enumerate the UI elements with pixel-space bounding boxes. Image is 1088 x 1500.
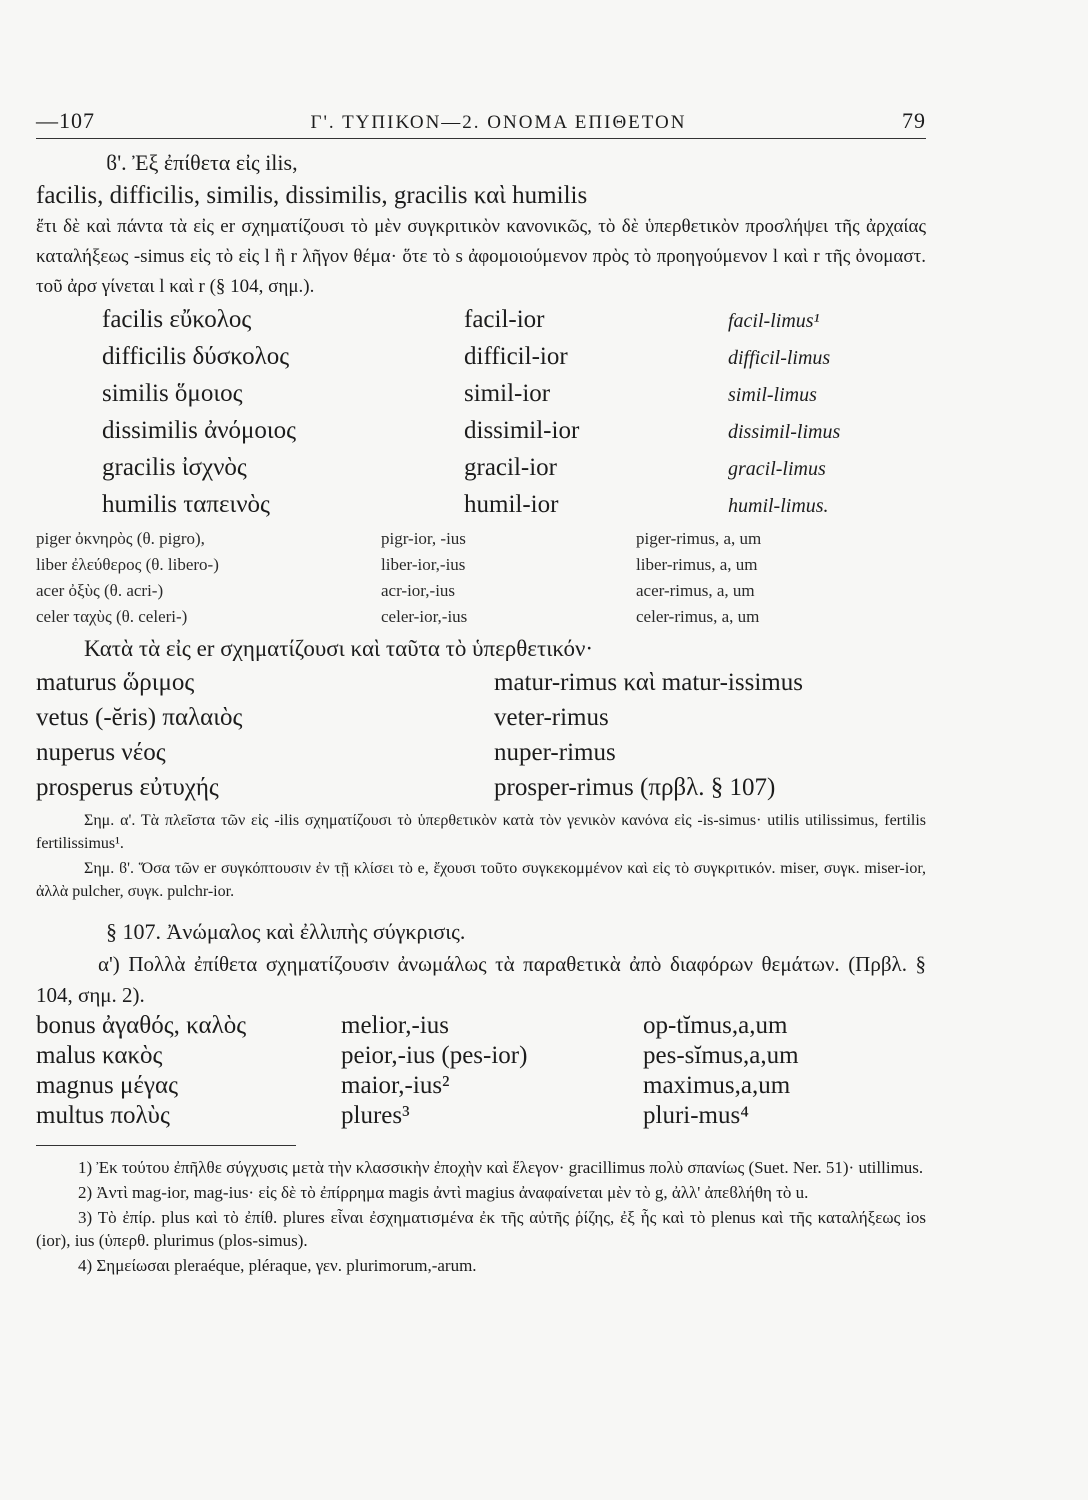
er-sup-row-pos: nuperus νέος — [36, 739, 166, 766]
ilis-row-sup: simil-limus — [728, 384, 817, 406]
er-row-sup: liber-rimus, a, um — [636, 555, 758, 574]
irregular-row — [36, 1011, 926, 1041]
table-er-superlatives — [36, 665, 926, 805]
ilis-row-pos: similis ὅμοιος — [102, 380, 243, 407]
er-row — [36, 526, 876, 552]
er-row-pos: celer ταχὺς (θ. celeri-) — [36, 607, 188, 626]
er-line: Κατὰ τὰ εἰς er σχηματίζουσι καὶ ταῦτα τὸ ὑπερθετικόν· — [84, 636, 594, 661]
er-sup-row-pos: vetus (-ĕris) παλαιὸς — [36, 704, 243, 731]
er-row-comp: liber-ior,-ius — [381, 555, 466, 574]
footnote-2: 2) Ἀντὶ mag-ior, mag-ius· εἰς δὲ τὸ ἐπίρρημα magis ἀντὶ magius ἀναφαίνεται μὲν τὸ g, ἀλλ' ἀπεϐλήθη τὸ u. — [78, 1183, 809, 1202]
er-row — [36, 604, 876, 630]
ilis-row-sup: humil-limus. — [728, 495, 829, 517]
er-sup-row — [36, 770, 926, 805]
table-ilis — [102, 302, 932, 524]
er-sup-row-sup: matur-rimus καὶ matur-issimus — [494, 669, 803, 696]
er-sup-row — [36, 700, 926, 735]
section-107-paragraph: α') Πολλὰ ἐπίθετα σχηματίζουσιν ἀνωμάλως τὰ παραθετικὰ ἀπὸ διαφόρων θεμάτων. (Πρβλ. § 104, σημ. 2). — [36, 952, 926, 1007]
er-row-pos: piger ὀκνηρὸς (θ. pigro), — [36, 529, 205, 548]
er-row-pos: liber ἐλεύθερος (θ. libero-) — [36, 555, 219, 574]
irregular-row — [36, 1071, 926, 1101]
section-ref: —107 — [36, 108, 95, 133]
er-row-sup: piger-rimus, a, um — [636, 529, 762, 548]
ilis-row-comp: gracil-ior — [464, 454, 558, 481]
note-a: Σημ. α'. Τὰ πλεῖστα τῶν εἰς -ilis σχηματίζουσι τὸ ὑπερθετικὸν κατὰ τὸν γενικὸν κανόνα εἰς -is-simus· utilis utilissimus, fertilis fertilissimus¹. — [36, 812, 926, 852]
irregular-row-pos: multus πολὺς — [36, 1102, 170, 1129]
er-sup-row-pos: maturus ὥριμος — [36, 669, 195, 696]
notes — [36, 809, 926, 903]
table-er — [36, 526, 876, 630]
ilis-row — [102, 413, 932, 450]
er-row — [36, 552, 876, 578]
page — [36, 108, 926, 1277]
irregular-row — [36, 1041, 926, 1071]
er-row — [36, 578, 876, 604]
note-b: Σημ. ϐ'. Ὅσα τῶν er συγκόπτουσιν ἐν τῇ κλίσει τὸ e, ἔχουσι τοῦτο συγκεκομμένον καὶ εἰς τὸ συγκριτικόν. miser, συγκ. miser-ior, ἀλλὰ pulcher, συγκ. pulchr-ior. — [36, 860, 926, 900]
irregular-row-sup: maximus,a,um — [643, 1072, 791, 1099]
ilis-row — [102, 376, 932, 413]
footnote-1: 1) Ἐκ τούτου ἐπῆλθε σύγχυσις μετὰ τὴν κλασσικὴν ἐποχὴν καὶ ἔλεγον· gracillimus πολὺ σπανίως (Suet. Ner. 51)· utillimus. — [78, 1158, 924, 1177]
ilis-row-comp: humil-ior — [464, 491, 559, 518]
er-row-sup: acer-rimus, a, um — [636, 581, 755, 600]
er-sup-row — [36, 735, 926, 770]
ilis-row — [102, 302, 932, 339]
irregular-row-sup: pluri-mus⁴ — [643, 1102, 749, 1129]
intro-paragraph: ἔτι δὲ καὶ πάντα τὰ εἰς er σχηματίζουσι τὸ μὲν συγκριτικὸν κανονικῶς, τὸ δὲ ὑπερθετικὸν προσλήψει τῆς ἀρχαίας καταλήξεως -simus εἰς τὸ εἰς l ἢ r λῆγον θέμα· ὅτε τὸ s ἀφομοιούμενον πρὸς τὸ προηγούμενον l καὶ r τῆς ὀνομαστ. τοῦ ἀρσ γίνεται l καὶ r (§ 104, σημ.). — [36, 216, 926, 297]
intro-heading: ϐ'. Ἐξ ἐπίθετα εἰς ilis, — [106, 150, 298, 175]
irregular-row-sup: op-tĭmus,a,um — [643, 1012, 788, 1039]
ilis-row-pos: gracilis ἰσχνὸς — [102, 454, 247, 481]
irregular-row-comp: maior,-ius² — [341, 1072, 450, 1099]
ilis-row — [102, 339, 932, 376]
irregular-row-comp: peior,-ius (pes-ior) — [341, 1042, 528, 1069]
irregular-row-pos: malus κακὸς — [36, 1042, 163, 1069]
ilis-row-pos: dissimilis ἀνόμοιος — [102, 417, 297, 444]
ilis-row — [102, 450, 932, 487]
footnote-4: 4) Σημείωσαι pleraéque, pléraque, γεν. plurimorum,-arum. — [78, 1256, 477, 1275]
er-row-comp: acr-ior,-ius — [381, 581, 456, 600]
ilis-row-comp: dissimil-ior — [464, 417, 580, 444]
irregular-row-pos: magnus μέγας — [36, 1072, 178, 1099]
intro-adjectives: facilis, difficilis, similis, dissimilis, gracilis καὶ humilis — [36, 182, 588, 209]
footnote-3: 3) Τὸ ἐπίρ. plus καὶ τὸ ἐπίθ. plures εἶναι ἐσχηματισμένα ἐκ τῆς αὐτῆς ῥίζης, ἐξ ἧς καὶ τὸ plenus καὶ τῆς καταλήξεως ios (ior), ius (ὑπερθ. plurimus (plos-simus). — [36, 1208, 926, 1250]
ilis-row-comp: difficil-ior — [464, 343, 568, 370]
section-107-title: § 107. Ἀνώμαλος καὶ ἐλλιπὴς σύγκρισις. — [106, 919, 466, 944]
er-sup-row-pos: prosperus εὐτυχής — [36, 774, 219, 801]
header-rule — [36, 138, 926, 139]
er-sup-row-sup: prosper-rimus (πρβλ. § 107) — [494, 774, 776, 801]
ilis-row-pos: facilis εὔκολος — [102, 306, 252, 333]
ilis-row-comp: facil-ior — [464, 306, 545, 333]
ilis-row-sup: dissimil-limus — [728, 421, 841, 443]
irregular-row-comp: plures³ — [341, 1102, 410, 1129]
er-row-sup: celer-rimus, a, um — [636, 607, 760, 626]
er-sup-row-sup: veter-rimus — [494, 704, 609, 731]
ilis-row-sup: facil-limus¹ — [728, 310, 820, 332]
ilis-row-sup: difficil-limus — [728, 347, 831, 369]
er-sup-row-sup: nuper-rimus — [494, 739, 616, 766]
irregular-row — [36, 1101, 926, 1131]
ilis-row-pos: humilis ταπεινὸς — [102, 491, 270, 518]
irregular-row-sup: pes-sĭmus,a,um — [643, 1042, 799, 1069]
footnotes — [36, 1156, 926, 1277]
ilis-row — [102, 487, 932, 524]
ilis-row-pos: difficilis δύσκολος — [102, 343, 290, 370]
er-sup-row — [36, 665, 926, 700]
running-head — [36, 108, 926, 138]
irregular-row-comp: melior,-ius — [341, 1012, 450, 1039]
er-row-comp: pigr-ior, -ius — [381, 529, 466, 548]
ilis-row-comp: simil-ior — [464, 380, 551, 407]
table-irregular — [36, 1011, 926, 1131]
footnote-rule — [36, 1145, 296, 1146]
page-number: 79 — [902, 108, 926, 133]
running-title: Γ'. ΤΥΠΙΚΟΝ—2. ΟΝΟΜΑ ΕΠΙΘΕΤΟΝ — [310, 112, 687, 133]
irregular-row-pos: bonus ἀγαθός, καλὸς — [36, 1012, 247, 1039]
er-row-pos: acer ὀξὺς (θ. acri-) — [36, 581, 164, 600]
er-row-comp: celer-ior,-ius — [381, 607, 468, 626]
ilis-row-sup: gracil-limus — [728, 458, 826, 480]
